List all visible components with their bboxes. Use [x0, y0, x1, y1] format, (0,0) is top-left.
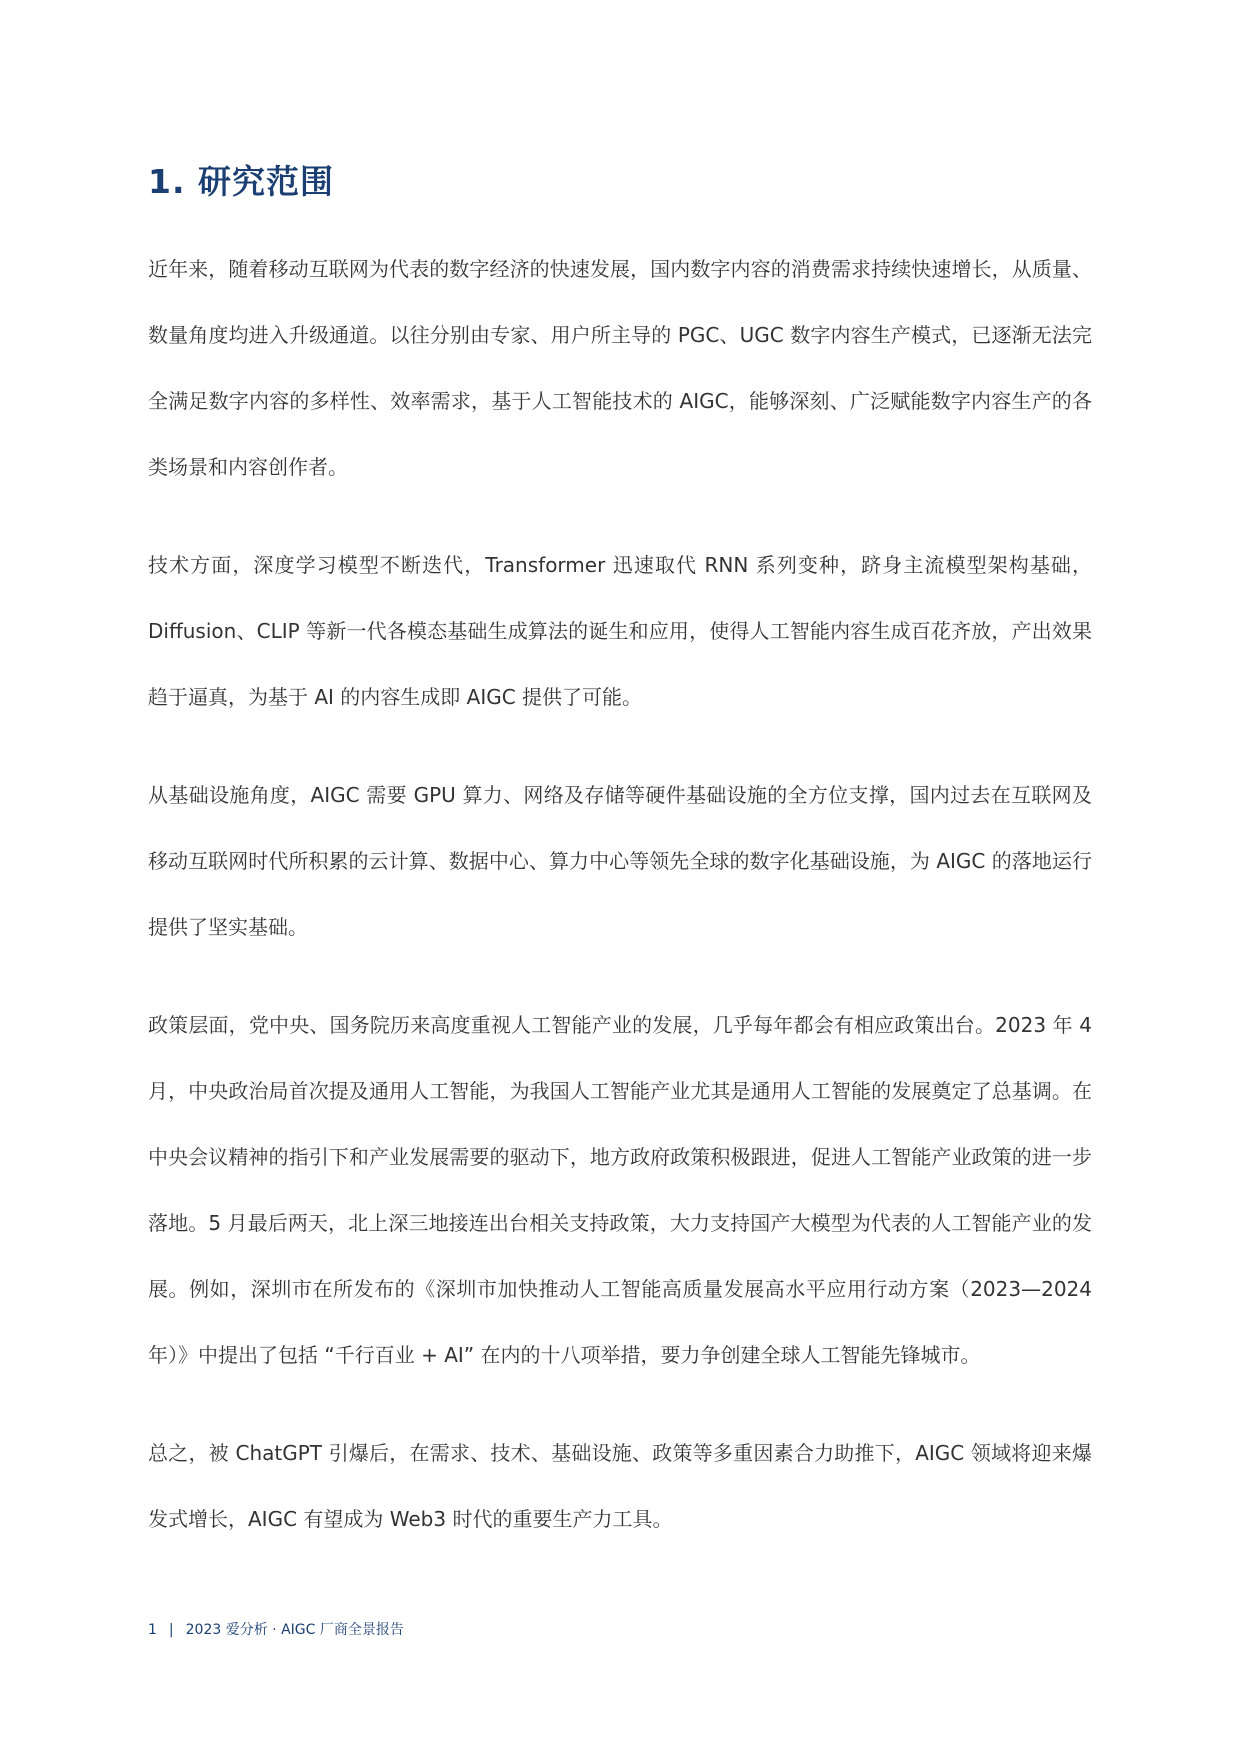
paragraph-policy: 政策层面，党中央、国务院历来高度重视人工智能产业的发展，几乎每年都会有相应政策出台。2023 年 4 月，中央政治局首次提及通用人工智能，为我国人工智能产业尤其是通用人工智能的发展奠定了总基调。在中央会议精神的指引下和产业发展需要的驱动下，地方政府政策积极跟进，促进人工智能产业政策的进一步落地。5 月最后两天，北上深三地接连出台相关支持政策，大力支持国产大模型为代表的人工智能产业的发展。例如，深圳市在所发布的《深圳市加快推动人工智能高质量发展高水平应用行动方案（2023—2024 年）》中提出了包括 “千行百业 + AI” 在内的十八项举措，要力争创建全球人工智能先锋城市。 — [148, 1013, 1092, 1367]
footer-separator: | — [168, 1622, 174, 1638]
paragraph-demand: 近年来，随着移动互联网为代表的数字经济的快速发展，国内数字内容的消费需求持续快速增长，从质量、数量角度均进入升级通道。以往分别由专家、用户所主导的 PGC、UGC 数字内容生产模式，已逐渐无法完全满足数字内容的多样性、效率需求，基于人工智能技术的 AIGC，能够深刻、广泛赋能数字内容生产的各类场景和内容创作者。 — [148, 257, 1092, 479]
section-title: 1. 研究范围 — [148, 162, 334, 201]
report-title: 2023 爱分析 · AIGC 厂商全景报告 — [185, 1622, 404, 1638]
paragraph-technology: 技术方面，深度学习模型不断迭代，Transformer 迅速取代 RNN 系列变种，跻身主流模型架构基础，Diffusion、CLIP 等新一代各模态基础生成算法的诞生和应用，使得人工智能内容生成百花齐放，产出效果趋于逼真，为基于 AI 的内容生成即 AIGC 提供了可能。 — [148, 553, 1092, 709]
body-text — [148, 236, 1092, 1584]
page-number: 1 — [148, 1622, 157, 1638]
paragraph-infrastructure: 从基础设施角度，AIGC 需要 GPU 算力、网络及存储等硬件基础设施的全方位支撑，国内过去在互联网及移动互联网时代所积累的云计算、数据中心、算力中心等领先全球的数字化基础设施，为 AIGC 的落地运行提供了坚实基础。 — [148, 783, 1092, 939]
page-footer — [148, 1620, 404, 1640]
paragraph-summary: 总之，被 ChatGPT 引爆后，在需求、技术、基础设施、政策等多重因素合力助推下，AIGC 领域将迎来爆发式增长，AIGC 有望成为 Web3 时代的重要生产力工具。 — [148, 1441, 1092, 1531]
